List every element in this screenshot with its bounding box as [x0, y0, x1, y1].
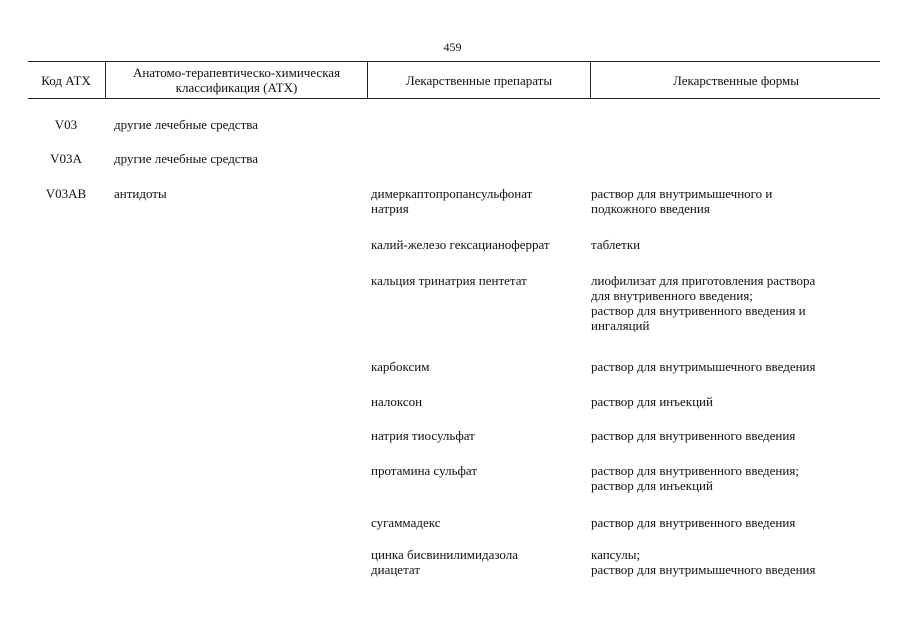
drug-name: цинка бисвинилимидазола диацетат — [371, 547, 519, 577]
drug-name: налоксон — [371, 394, 423, 409]
drug-form: лиофилизат для приготовления раствора для внутривенного введения; раствор для внутривенного введения и ингаляций — [591, 273, 816, 333]
atc-class-name: другие лечебные средства — [114, 151, 258, 166]
drug-form: капсулы; раствор для внутримышечного введения — [591, 547, 816, 577]
drug-name: сугаммадекс — [371, 515, 441, 530]
atc-code: V03A — [50, 151, 82, 166]
header-drugs: Лекарственные препараты — [367, 62, 590, 98]
atc-class-name: другие лечебные средства — [114, 117, 258, 132]
header-code: Код АТХ — [41, 72, 91, 88]
header-forms: Лекарственные формы — [590, 62, 881, 98]
atc-code: V03 — [54, 117, 78, 132]
drug-form: раствор для внутривенного введения — [591, 428, 796, 443]
atc-code: V03AB — [45, 186, 87, 201]
drug-form: раствор для инъекций — [591, 394, 713, 409]
drug-name: димеркаптопропансульфонат натрия — [371, 186, 533, 216]
drug-name: протамина сульфат — [371, 463, 478, 478]
atc-class-name: антидоты — [114, 186, 167, 201]
table-header — [28, 61, 880, 99]
drug-form: таблетки — [591, 237, 641, 252]
drug-name: карбоксим — [371, 359, 430, 374]
drug-name: кальция тринатрия пентетат — [371, 273, 527, 288]
drug-form: раствор для внутримышечного введения — [591, 359, 816, 374]
drug-form: раствор для внутримышечного и подкожного введения — [591, 186, 773, 216]
header-classification: Анатомо-терапевтическо-химическая классификация (АТХ) — [105, 62, 367, 98]
drug-name: натрия тиосульфат — [371, 428, 475, 443]
drug-form: раствор для внутривенного введения — [591, 515, 796, 530]
drug-name: калий-железо гексацианоферрат — [371, 237, 550, 252]
drug-form: раствор для внутривенного введения; раствор для инъекций — [591, 463, 799, 493]
page-number: 459 — [443, 40, 462, 54]
